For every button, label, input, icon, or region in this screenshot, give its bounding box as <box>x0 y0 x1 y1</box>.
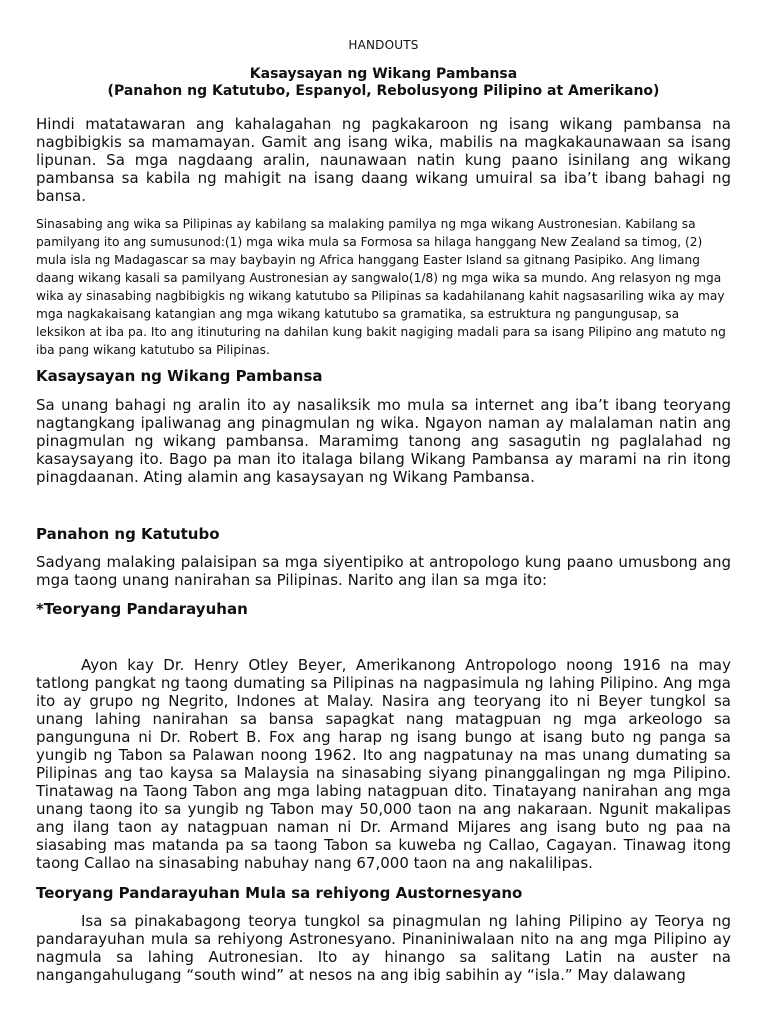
austronesyano-paragraph: Isa sa pinakabagong teorya tungkol sa pinagmulan ng lahing Pilipino ay Teorya ng pandarayuhan mula sa rehiyong Astronesyano. Pinaniniwalaan nito na ang mga Pilipino ay nagmula sa lahing Autronesian. Ito ay hinango sa salitang Latin na auster na nangangahulugang “south wind” at nesos na ang ibig sabihin ay “isla.” May dalawang <box>36 912 731 984</box>
document-title <box>36 66 731 100</box>
title-line-2: (Panahon ng Katutubo, Espanyol, Rebolusyong Pilipino at Amerikano) <box>107 83 660 99</box>
austronesian-paragraph: Sinasabing ang wika sa Pilipinas ay kabilang sa malaking pamilya ng mga wikang Austronesian. Kabilang sa pamilyang ito ang sumusunod:(1) mga wika mula sa Formosa sa hilaga hanggang New Zealand sa timog, (2) mula isla ng Madagascar sa may baybayin ng Africa hanggang Easter Island sa gitnang Pasipiko. Ang limang daang wikang kasali sa pamilyang Austronesian ay sangwalo(1/8) ng mga wika sa mundo. Ang relasyon ng mga wika ay sinasabing nagbibigkis ng wikang katutubo sa Pilipinas sa kadahilanang kahit nagsasariling wika ay may mga nagkakaisang katangian ang mga wikang katutubo sa gramatika, sa estruktura ng pangungusap, sa leksikon at iba pa. Ito ang itinuturing na dahilan kung bakit nagiging madali para sa isang Pilipino ang matuto ng iba pang wikang katutubo sa Pilipinas. <box>36 217 726 357</box>
handouts-label: HANDOUTS <box>348 38 419 52</box>
title-line-1: Kasaysayan ng Wikang Pambansa <box>249 66 518 82</box>
heading-katutubo: Panahon ng Katutubo <box>36 525 220 543</box>
intro-paragraph: Hindi matatawaran ang kahalagahan ng pagkakaroon ng isang wikang pambansa na nagbibigkis sa mamamayan. Gamit ang isang wika, mabilis na magkakaunawaan sa isang lipunan. Sa mga nagdaang aralin, naunawaan natin kung paano isinilang ang wikang pambansa sa kabila ng mahigit na isang daang wikang umuiral sa iba’t ibang bahagi ng bansa. <box>36 115 731 205</box>
heading-austronesyano: Teoryang Pandarayuhan Mula sa rehiyong Austornesyano <box>36 884 523 902</box>
kasaysayan-paragraph: Sa unang bahagi ng aralin ito ay nasaliksik mo mula sa internet ang iba’t ibang teoryang nagtangkang ipaliwanag ang pinagmulan ng wika. Ngayon naman ay malalaman natin ang pinagmulan ng wikang pambansa. Maramimg tanong ang sasagutin ng paglalahad ng kasaysayang ito. Bago pa man ito italaga bilang Wikang Pambansa ay marami na rin itong pinagdaanan. Ating alamin ang kasaysayan ng Wikang Pambansa. <box>36 396 731 486</box>
heading-teorya: *Teoryang Pandarayuhan <box>36 600 248 618</box>
katutubo-paragraph: Sadyang malaking palaisipan sa mga siyentipiko at antropologo kung paano umusbong ang mga taong unang nanirahan sa Pilipinas. Narito ang ilan sa mga ito: <box>36 553 731 589</box>
beyer-paragraph: Ayon kay Dr. Henry Otley Beyer, Amerikanong Antropologo noong 1916 na may tatlong pangkat ng taong dumating sa Pilipinas na nagpasimula ng lahing Pilipino. Ang mga ito ay grupo ng Negrito, Indones at Malay. Nasira ang teoryang ito ni Beyer tungkol sa unang lahing nanirahan sa bansa sapagkat nang matagpuan ng mga arkeologo sa pangunguna ni Dr. Robert B. Fox ang harap ng isang bungo at isang buto ng panga sa yungib ng Tabon sa Palawan noong 1962. Ito ang nagpatunay na mas unang dumating sa Pilipinas ang tao kaysa sa Malaysia na sinasabing siyang pinanggalingan ng mga Pilipino. Tinatawag na Taong Tabon ang mga labing natagpuan dito. Tinatayang nanirahan ang mga unang taong ito sa yungib ng Tabon may 50,000 taon na ang nakaraan. Ngunit makalipas ang ilang taon ay natagpuan naman ni Dr. Armand Mijares ang isang buto ng paa na siasabing mas matanda pa sa taong Tabon sa kuweba ng Callao, Cagayan. Tinawag itong taong Callao na sinasabing nabuhay nang 67,000 taon na ang nakalilipas. <box>36 656 731 872</box>
heading-kasaysayan: Kasaysayan ng Wikang Pambansa <box>36 367 323 385</box>
